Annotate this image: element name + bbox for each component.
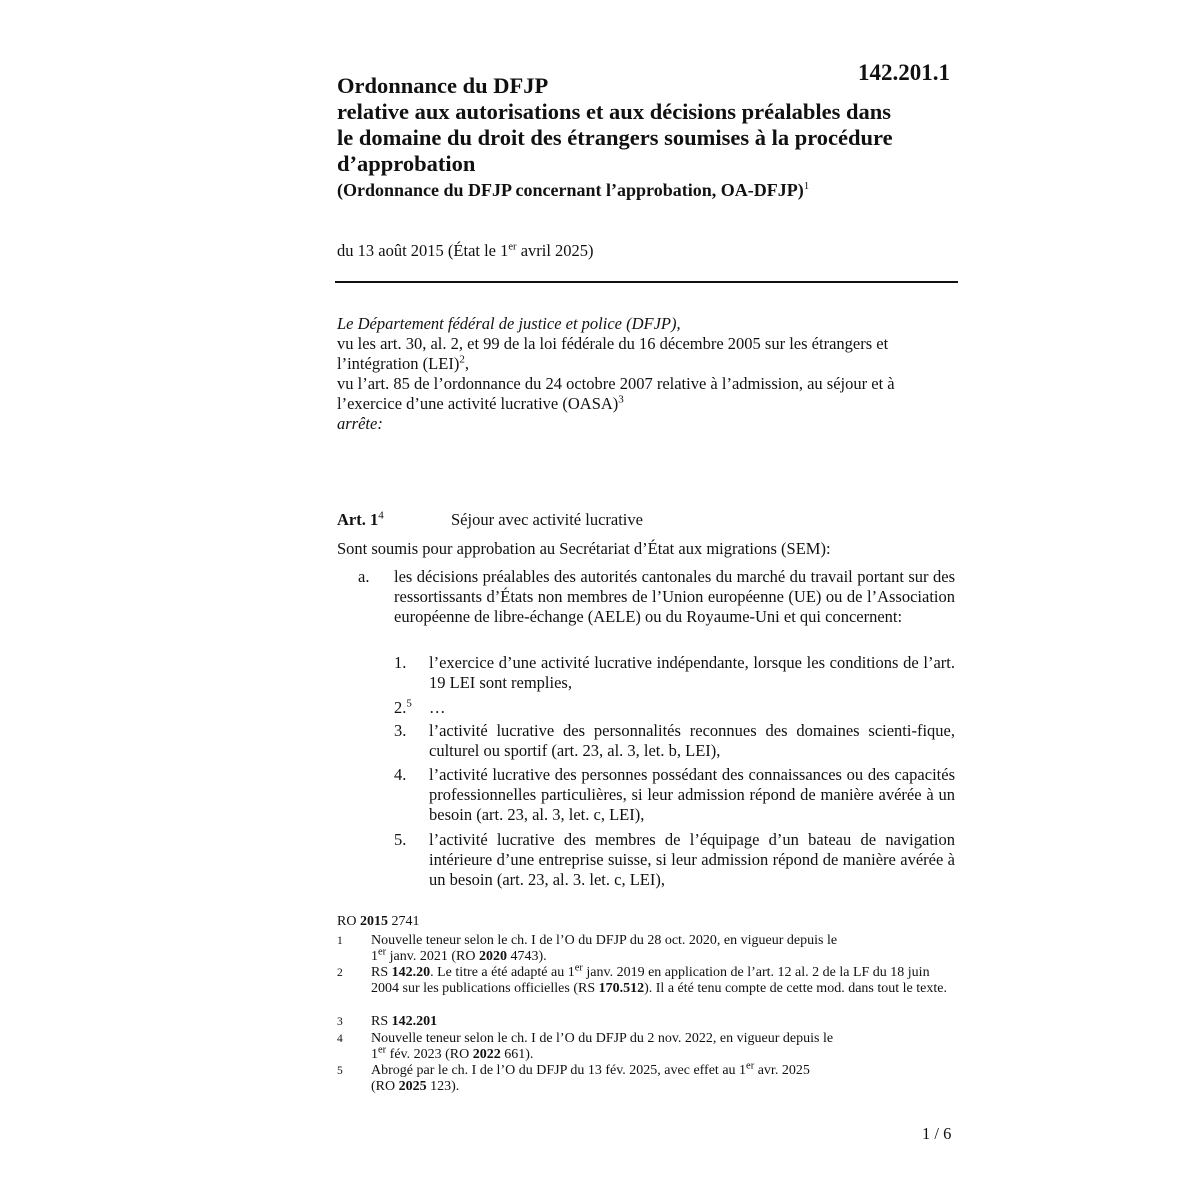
preamble-line: vu l’art. 85 de l’ordonnance du 24 octobre 2007 relative à l’admission, au séjour et à	[337, 374, 895, 393]
footnote-ref[interactable]: 5	[406, 697, 412, 710]
footnote-ref[interactable]: 3	[618, 393, 624, 406]
footnote-line	[371, 1044, 947, 1063]
fn-ordinal: er	[378, 946, 387, 958]
fn-part: 661).	[500, 1047, 534, 1063]
fn-part: 4743).	[506, 949, 547, 965]
footnote-text	[371, 933, 947, 965]
fn-part: (RO	[371, 1079, 399, 1095]
title-line: Ordonnance du DFJP	[337, 73, 549, 98]
sublist-item-text: l’exercice d’une activité lucrative indépendante, lorsque les conditions de l’art. 19 LEI sont remplies,	[429, 653, 955, 692]
ro-page: 2741	[387, 914, 420, 929]
fn-part: ). Il a été tenu compte de cette mod. dans tout le texte.	[644, 981, 947, 997]
ro-year: 2015	[359, 914, 388, 929]
preamble-punct: ,	[464, 354, 469, 373]
footnote-text	[371, 1014, 947, 1030]
title-line: relative aux autorisations et aux décisions préalables dans	[337, 99, 891, 124]
preamble-authority: Le Département fédéral de justice et police (DFJP),	[337, 314, 681, 333]
sr-number: 142.201.1	[858, 60, 950, 85]
fn-part: RS	[371, 1014, 392, 1029]
fn-ordinal: er	[378, 1044, 387, 1056]
fn-part: avr. 2025	[754, 1063, 810, 1078]
sublist-item-text: l’activité lucrative des personnes possédant des connaissances ou des capacités professionnelles particulières, si leur admission répond de manière avérée à un besoin (art. 23, al. 3, let. c, LEI),	[429, 765, 955, 824]
sublist-number	[394, 698, 412, 718]
fn-part: janv. 2021 (RO	[386, 949, 479, 965]
sublist-item-text: …	[429, 698, 446, 717]
page-number: 1 / 6	[922, 1124, 952, 1143]
preamble-line: vu les art. 30, al. 2, et 99 de la loi fédérale du 16 décembre 2005 sur les étrangers et	[337, 334, 889, 353]
ro-prefix: RO	[337, 914, 360, 929]
document-title	[337, 73, 977, 177]
list-item-text: les décisions préalables des autorités cantonales du marché du travail portant sur des ressortissants d’États non membres de l’Union européenne (UE) ou de l’Association européenne de libre-échange (AELE) ou du Royaume-Uni et qui concernent:	[394, 567, 955, 626]
fn-bold: 142.20	[391, 965, 431, 980]
sublist-number-text: 2.	[394, 698, 407, 717]
footnote-number: 1	[337, 935, 343, 947]
fn-part: . Le titre a été adapté au 1	[430, 965, 575, 980]
footnote-ref[interactable]: 1	[803, 180, 810, 192]
fn-bold: 2025	[398, 1079, 427, 1095]
fn-part: RS	[371, 965, 392, 980]
fn-part: janv. 2019 en application de l’art. 12 al. 2 de la LF du 18 juin 2004 sur les publications officielles (RS	[371, 965, 930, 997]
footnote-ref[interactable]: 2	[459, 353, 465, 366]
footnote-text	[371, 1060, 947, 1095]
preamble-line	[337, 394, 959, 414]
sublist-number: 1.	[394, 653, 407, 672]
article-number: Art. 1	[337, 510, 379, 529]
preamble-line	[337, 354, 959, 374]
fn-bold: 2020	[478, 949, 507, 965]
date-text-end: avril 2025)	[516, 241, 594, 260]
ro-reference	[337, 914, 419, 930]
fn-part: 123).	[426, 1079, 460, 1095]
preamble-decree: arrête:	[337, 414, 383, 433]
sublist-number: 3.	[394, 721, 407, 740]
preamble	[337, 314, 959, 434]
footnote-number: 4	[337, 1033, 343, 1045]
footnote-line: Nouvelle teneur selon le ch. I de l’O du DFJP du 2 nov. 2022, en vigueur depuis le	[371, 1031, 834, 1046]
date-text: du 13 août 2015 (État le 1	[337, 241, 509, 260]
article-title: Séjour avec activité lucrative	[451, 510, 643, 529]
article-intro: Sont soumis pour approbation au Secrétariat d’État aux migrations (SEM):	[337, 539, 831, 558]
footnote-line	[371, 946, 947, 965]
fn-part: fév. 2023 (RO	[386, 1047, 473, 1063]
title-line: le domaine du droit des étrangers soumises à la procédure	[337, 125, 893, 150]
fn-ordinal: er	[574, 962, 583, 974]
footnote-line	[371, 1079, 947, 1095]
footnote-number: 2	[337, 967, 343, 979]
fn-ordinal: er	[746, 1060, 755, 1072]
list-label: a.	[358, 567, 370, 586]
preamble-text: l’intégration (LEI)	[337, 354, 460, 373]
fn-part: 1	[371, 949, 378, 965]
footnote-line	[371, 1060, 947, 1079]
title-line: d’approbation	[337, 151, 476, 176]
footnote-text	[371, 962, 947, 997]
footnote-ref[interactable]: 4	[378, 509, 384, 522]
fn-bold: 2022	[472, 1047, 501, 1063]
footnote-number: 5	[337, 1065, 343, 1077]
fn-bold: 142.201	[391, 1014, 438, 1029]
date-status	[337, 241, 594, 261]
title-divider	[335, 281, 958, 283]
fn-bold: 170.512	[598, 981, 645, 997]
preamble-text: l’exercice d’une activité lucrative (OASA)	[337, 394, 619, 413]
fn-part: Abrogé par le ch. I de l’O du DFJP du 13 fév. 2025, avec effet au 1	[371, 1063, 747, 1078]
date-ordinal: er	[508, 241, 517, 253]
short-title	[337, 180, 809, 201]
footnote-line: Nouvelle teneur selon le ch. I de l’O du DFJP du 28 oct. 2020, en vigueur depuis le	[371, 933, 838, 948]
footnote-text	[371, 1031, 947, 1063]
short-title-text: (Ordonnance du DFJP concernant l’approbation, OA-DFJP)	[337, 180, 804, 200]
sublist-number: 4.	[394, 765, 407, 784]
article-heading	[337, 509, 643, 530]
sublist-item-text: l’activité lucrative des membres de l’équipage d’un bateau de navigation intérieure d’une entreprise suisse, si leur admission répond de manière avérée à un besoin (art. 23, al. 3. let. c, LEI),	[429, 830, 955, 889]
fn-part: 1	[371, 1047, 378, 1063]
sublist-number: 5.	[394, 830, 407, 849]
footnote-number: 3	[337, 1016, 343, 1028]
sublist-item-text: l’activité lucrative des personnalités reconnues des domaines scienti-fique, culturel ou sportif (art. 23, al. 3, let. b, LEI),	[429, 721, 955, 760]
